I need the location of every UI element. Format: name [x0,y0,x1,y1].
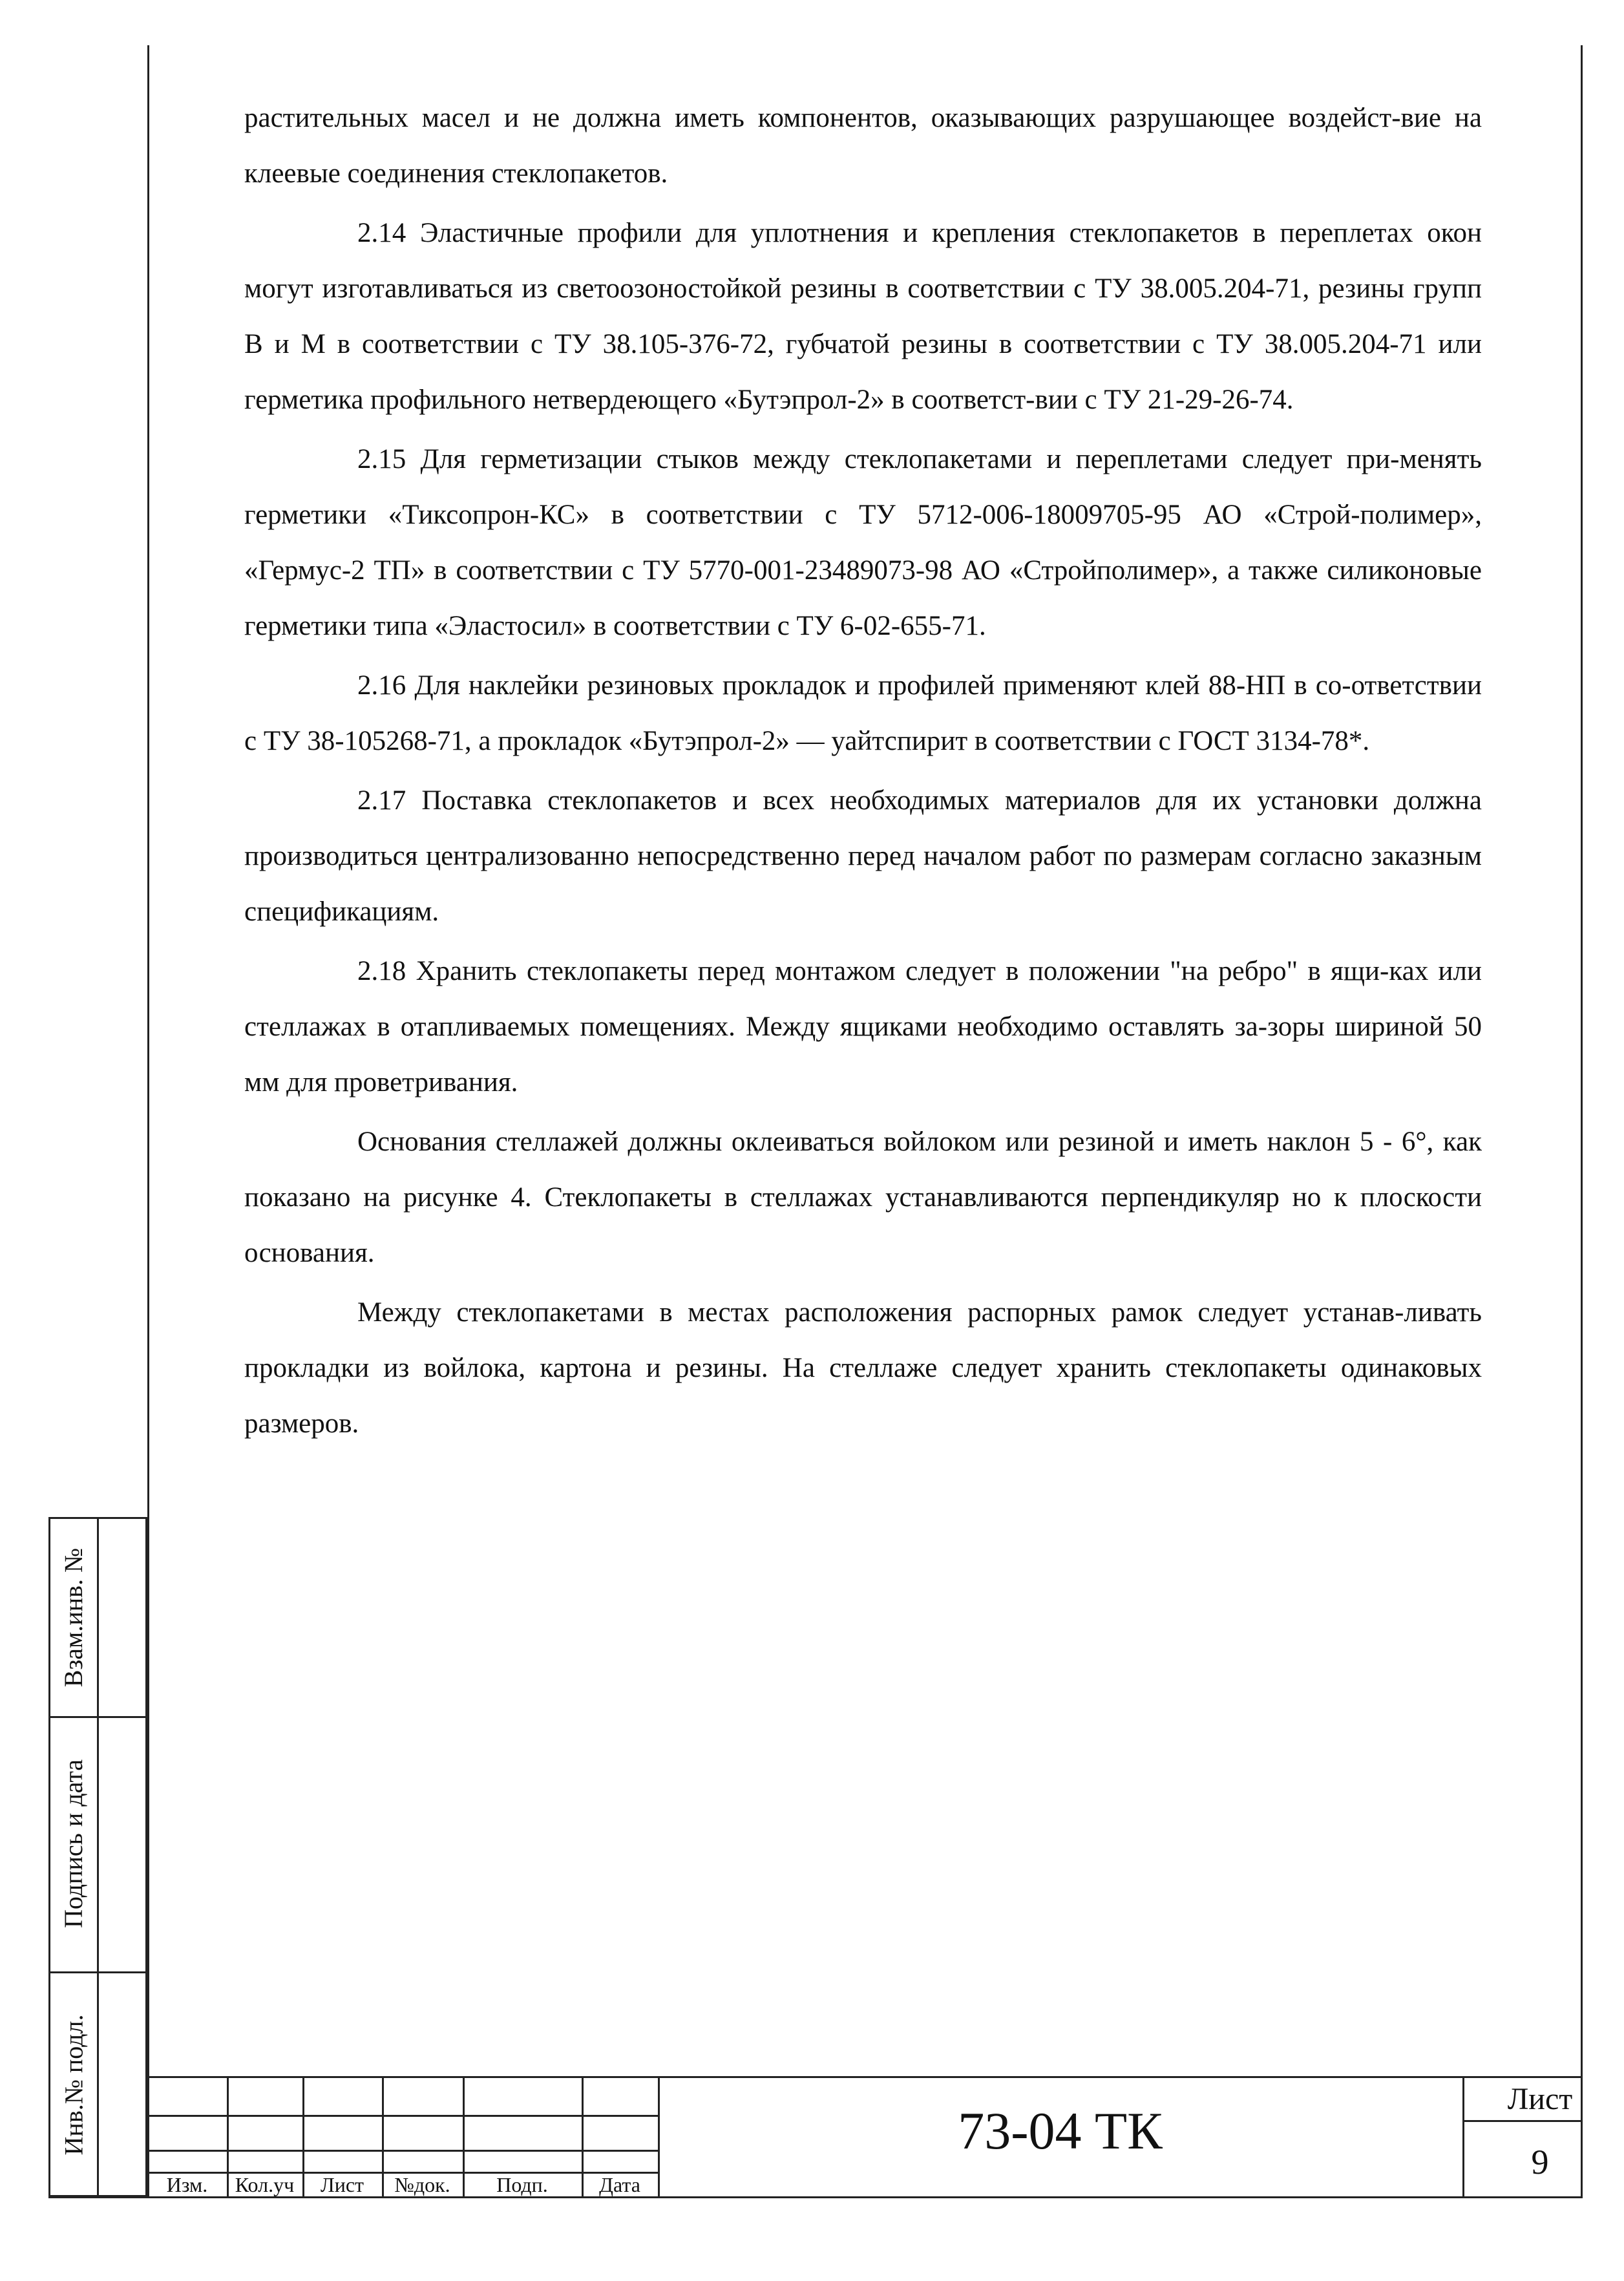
side-stamp-inv: Инв.№ подл. [59,2014,89,2155]
col-n-dok: №док. [394,2173,450,2196]
paragraph: Между стеклопакетами в местах расположения распорных рамок следует устанав-ливать прокладки из войлока, картона и резины. На стеллаже следует хранить стеклопакеты одинаковых размеров. [244,1297,1482,1439]
side-stamp [48,1517,147,2197]
document-code: 73-04 ТК [958,2101,1163,2160]
document-body [244,90,1482,1456]
sheet-number: 9 [1531,2143,1549,2181]
sheet-label: Лист [1507,2082,1573,2116]
title-block [147,2076,1583,2198]
paragraph: Основания стеллажей должны оклеиваться войлоком или резиной и иметь наклон 5 - 6°, как показано на рисунке 4. Стеклопакеты в стеллажах устанавливаются перпендикуляр но к плоскости основания. [244,1127,1482,1268]
paragraph: 2.14 Эластичные профили для уплотнения и крепления стеклопакетов в переплетах окон могут изготавливаться из светоозоностойкой резины в соответствии с ТУ 38.005.204-71, резины групп В и М в соответствии с ТУ 38.105-376-72, губчатой резины в соответствии с ТУ 38.005.204-71 или герметика профильного нетвердеющего «Бутэпрол-2» в соответст-вии с ТУ 21-29-26-74. [244,218,1482,415]
side-stamp-vzam: Взам.инв. № [59,1547,89,1688]
paragraph: 2.17 Поставка стеклопакетов и всех необходимых материалов для их установки должна производиться централизованно непосредственно перед началом работ по размерам согласно заказным спецификациям. [244,785,1482,927]
paragraph: растительных масел и не должна иметь компонентов, оказывающих разрушающее воздейст-вие на клеевые соединения стеклопакетов. [244,103,1482,189]
paragraph: 2.16 Для наклейки резиновых прокладок и профилей применяют клей 88-НП в со-ответствии с ТУ 38-105268-71, а прокладок «Бутэпрол-2» — уайтспирит в соответствии с ГОСТ 3134-78*. [244,670,1482,756]
paragraph: 2.18 Хранить стеклопакеты перед монтажом следует в положении "на ребро" в ящи-ках или стеллажах в отапливаемых помещениях. Между ящиками необходимо оставлять за-зоры шириной 50 мм для проветривания. [244,956,1482,1098]
col-podp: Подп. [496,2173,548,2196]
frame-left-line [147,45,149,2198]
col-izm: Изм. [166,2173,208,2196]
col-list: Лист [320,2173,364,2196]
side-stamp-podpis: Подпись и дата [59,1759,89,1929]
col-kol-uch: Кол.уч [235,2173,295,2196]
col-data: Дата [599,2173,640,2196]
frame-right-line [1581,45,1583,2198]
paragraph: 2.15 Для герметизации стыков между стеклопакетами и переплетами следует при-менять герметики «Тиксопрон-КС» в соответствии с ТУ 5712-006-18009705-95 АО «Строй-полимер», «Гермус-2 ТП» в соответствии с ТУ 5770-001-23489073-98 АО «Стройполимер», а также силиконовые герметики типа «Эластосил» в соответствии с ТУ 6-02-655-71. [244,444,1482,641]
